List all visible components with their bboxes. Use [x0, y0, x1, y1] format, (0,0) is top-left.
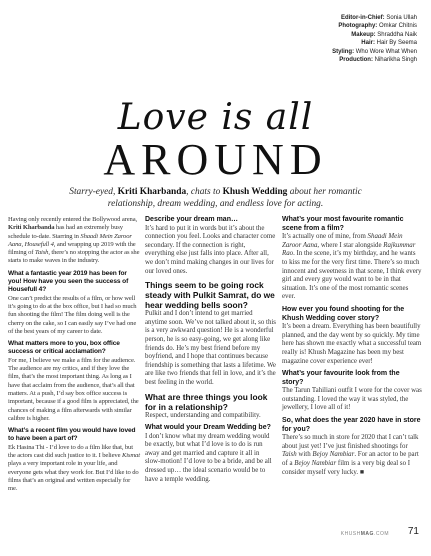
answer-paragraph: There’s so much in store for 2020 that I can’t talk about just yet! I’ve just finished shootings for Taish with Bejoy Nambiar. For an actor to be part of a Bejoy Nambiar film is a very big deal so I consider myself very lucky. ■ [282, 434, 419, 476]
question-heading: What’s your favourite look from the story? [282, 370, 400, 386]
title-script: Love is all [117, 97, 314, 138]
article-column-2 [145, 216, 276, 488]
end-mark-icon: ■ [359, 468, 364, 476]
credit-line: Styling: Who Wore What When [332, 48, 417, 55]
question-heading: What matters more to you, box office success or critical acclamation? [8, 340, 120, 356]
footer-site: KHUSHMAG.COM [340, 531, 389, 537]
answer-paragraph: One can’t predict the results of a film, or how well it’s going to do at the box office, but I had so much fun shooting the film! The film doing well is the cherry on the cake, so I can easily say I’ve had one of the best years of my career to date. [8, 294, 137, 335]
article-column-1 [8, 216, 141, 498]
credit-line: Makeup: Shraddha Naik [351, 31, 417, 38]
answer-paragraph: It’s actually one of mine, from Shaadi Mein Zaroor Aana, where I star alongside Rajkummar Rao. In the scene, it’s my birthday, and he wants to kiss me for the very first time. There’s so much innocent and sweetness in that scene, I think every girl and every guy would want to be in that situation. It’s one of the most romantic scenes ever. [282, 233, 422, 301]
credit-line: Photography: Omkar Chitnis [338, 23, 417, 30]
question-heading: Things seem to be going rock steady with Pulkit Samrat, do we hear wedding bells soon? [145, 280, 275, 311]
question-heading: What would your Dream Wedding be? [145, 424, 271, 432]
question-heading: What are three things you look for in a relationship? [145, 391, 268, 412]
title-big: AROUND [103, 135, 328, 184]
credit-line: Production: Niharikha Singh [339, 57, 417, 64]
question-heading: What a fantastic year 2019 has been for you! How have you seen the success of Housefull 4? [8, 269, 129, 294]
answer-paragraph: Respect, understanding and compatibility. [145, 411, 261, 419]
answer-paragraph: For me, I believe we make a film for the audience. The audience are my critics, and if they love the film, that’s the most important thing. As long as I have that acclaim from the audience, that’s all that matters. At a push, I’d say box office success is important, because if a good film is appreciated, the chances of making a film afterwards with similar calibre is higher. [8, 356, 139, 422]
deck-subtitle: Starry-eyed, Kriti Kharbanda, chats to Khush Wedding about her romantic relationship, dream wedding, and endless love for acting. [69, 187, 362, 209]
answer-paragraph: The Tarun Tahiliani outfit I wore for the cover was outstanding. I loved the way it was styled, the jewellery, I love all of it! [282, 387, 422, 412]
page-number: 71 [407, 526, 419, 537]
credit-line: Hair: Hair By Seema [361, 40, 417, 47]
intro-paragraph: Having only recently entered the Bollywood arena, Kriti Kharbanda has had an extremely busy schedule to-date. Starring in Shaadi Mein Zaroor Aana, Housefull 4, and wrapping up 2019 with the filming of Taish, there’s no stopping the actor as she starts to make waves in the industry. [8, 216, 140, 265]
question-heading: How ever you found shooting for the Khush Wedding cover story? [282, 305, 405, 322]
question-heading: Describe your dream man… [145, 216, 238, 223]
answer-paragraph: It’s been a dream. Everything has been beautifully planned, and the day went by so quickly. My time here has shown me exactly what a successful team really is! Khush Magazine has been my best magazine cover experience ever! [282, 323, 422, 365]
question-heading: What’s a recent film you would have loved to have been a part of? [8, 427, 136, 443]
answer-paragraph: Pulkit and I don’t intend to get married anytime soon. We’ve not talked about it, so this is a very awkward question! He is a wonderful person, he is so easy-going, we get along like friends do. He’s my best friend before my boyfriend, and I hope that continues because friendship is something that lasts a lifetime. We are like two friends that fell in love, and it’s the best feeling in the world. [145, 310, 276, 386]
credit-line: Editor-in-Chief: Sonia Ullah [340, 15, 417, 21]
question-heading: What’s your most favourite romantic scene from a film? [282, 216, 404, 232]
answer-paragraph: Ek Hasina Thi - I’d love to do a film like that, but the actors cast did such justice to it. I believe Kismat plays a very important role in your life, and everyone gets what they work for. But I’d like to do films that’s an original and written especially for me. [8, 443, 140, 493]
answer-paragraph: I don’t know what my dream wedding would be exactly, but what I’d love is to do is run away and get married and capture it all in slow-motion! I’d love to be a bride, and be all dressed up… the ideal scenario would be to have a temple wedding. [145, 432, 272, 483]
answer-paragraph: It’s hard to put it in words but it’s about the connection you feel. Looks and character come secondary. If the connection is right, everything else just falls into place. After all, we don’t mind making changes in our lives for our loved ones. [145, 224, 276, 275]
credits-block [197, 14, 417, 64]
question-heading: So, what does the year 2020 have in store for you? [282, 417, 421, 433]
article-column-3 [282, 216, 422, 481]
